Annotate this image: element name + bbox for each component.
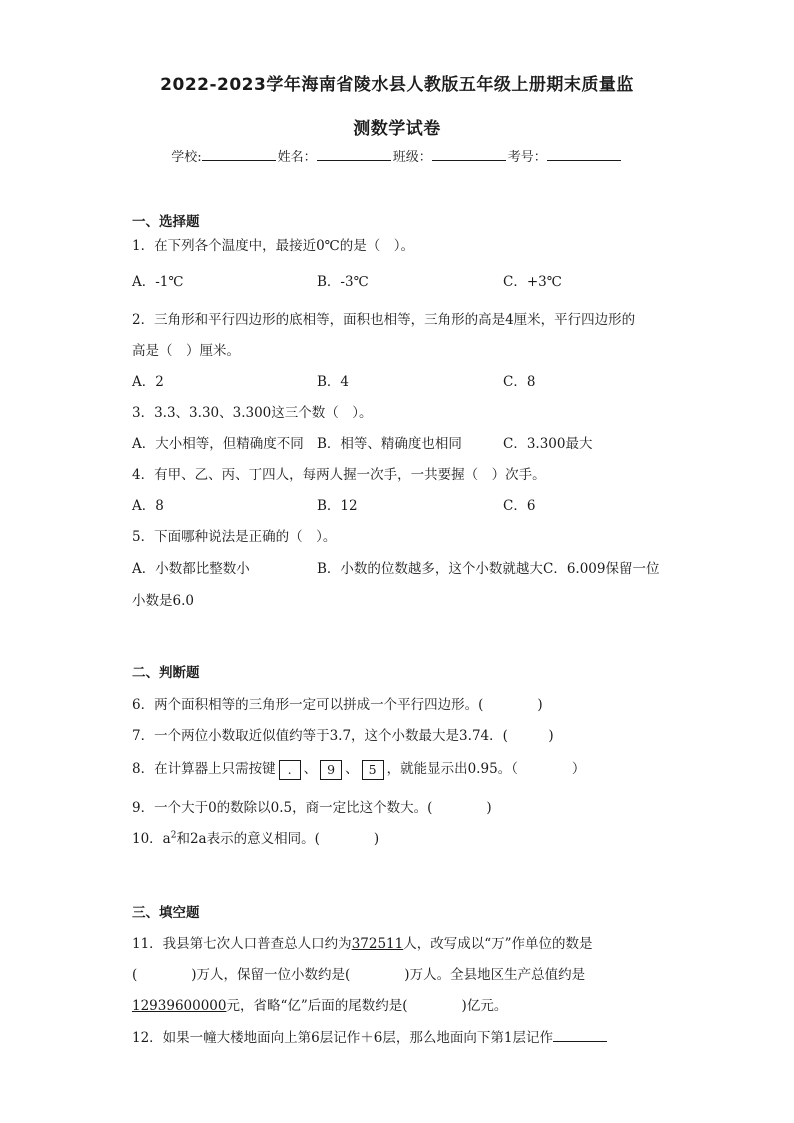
question-11-line1 xyxy=(132,932,593,952)
q12-text: 12．如果一幢大楼地面向上第6层记作＋6层，那么地面向下第1层记作 xyxy=(132,1030,553,1046)
page-title-line1: 2022-2023学年海南省陵水县人教版五年级上册期末质量监 xyxy=(160,75,634,95)
question-3: 3．3.3、3.30、3.300这三个数（ ）。 xyxy=(132,405,373,421)
id-label: 考号： xyxy=(507,150,547,165)
q1-option-b: B．-3℃ xyxy=(317,274,369,290)
question-9: 9．一个大于0的数除以0.5，商一定比这个数大。( ) xyxy=(132,800,492,816)
q11-population-number: 372511 xyxy=(351,936,404,952)
q3-option-b: B．相等、精确度也相同 xyxy=(317,436,462,452)
calculator-key-dot: . xyxy=(279,760,301,780)
school-blank xyxy=(202,148,276,161)
q10-exponent: 2 xyxy=(170,830,177,841)
question-2-line1: 2．三角形和平行四边形的底相等，面积也相等，三角形的高是4厘米，平行四边形的 xyxy=(132,312,636,328)
question-10 xyxy=(132,827,379,847)
section-fill-heading: 三、填空题 xyxy=(132,905,200,921)
q4-option-a: A．8 xyxy=(132,498,164,514)
name-blank xyxy=(317,148,391,161)
question-4: 4．有甲、乙、丙、丁四人，每两人握一次手，一共要握（ ）次手。 xyxy=(132,467,546,483)
q5-option-a: A．小数都比整数小 xyxy=(132,561,250,577)
q10-text-before: 10．a xyxy=(132,831,171,847)
name-label: 姓名： xyxy=(277,150,317,165)
question-11-line2: ( )万人，保留一位小数约是( )万人。全县地区生产总值约是 xyxy=(132,967,586,983)
question-12 xyxy=(132,1026,607,1046)
question-5: 5．下面哪种说法是正确的（ ）。 xyxy=(132,529,337,545)
section-judge-heading: 二、判断题 xyxy=(132,665,200,681)
section-choice-heading: 一、选择题 xyxy=(132,214,200,230)
calculator-key-9: 9 xyxy=(320,760,342,780)
q4-option-b: B．12 xyxy=(317,498,358,514)
q12-answer-blank xyxy=(553,1029,607,1042)
q8-separator-1: 、 xyxy=(303,761,318,777)
id-blank xyxy=(547,148,621,161)
q8-text-after: ，就能显示出0.95。（ ） xyxy=(386,761,586,777)
q2-option-b: B．4 xyxy=(317,374,350,390)
q2-option-c: C．8 xyxy=(503,374,536,390)
q8-separator-2: 、 xyxy=(345,761,359,777)
q10-text-after: 和2a表示的意义相同。( ) xyxy=(176,831,380,847)
student-info-row xyxy=(0,146,794,165)
q11-text-before: 11．我县第七次人口普查总人口约为 xyxy=(132,936,352,952)
q5-option-c-continued: 小数是6.0 xyxy=(132,593,194,609)
question-2-line2: 高是（ ）厘米。 xyxy=(132,343,240,359)
question-1: 1．在下列各个温度中，最接近0℃的是（ ）。 xyxy=(132,238,415,254)
q3-option-a: A．大小相等，但精确度不同 xyxy=(132,436,304,452)
q1-option-a: A．-1℃ xyxy=(132,274,184,290)
q1-option-c: C．+3℃ xyxy=(503,274,562,290)
q5-option-b: B．小数的位数越多，这个小数就越大 xyxy=(317,561,543,577)
q5-option-c: C．6.009保留一位 xyxy=(543,561,660,577)
q8-text-before: 8．在计算器上只需按键 xyxy=(132,761,276,777)
q2-option-a: A．2 xyxy=(132,374,164,390)
class-label: 班级： xyxy=(392,150,432,165)
q11-line3-text: 元，省略“亿”后面的尾数约是( )亿元。 xyxy=(226,998,508,1014)
q4-option-c: C．6 xyxy=(503,498,536,514)
q11-text-after: 人，改写成以“万”作单位的数是 xyxy=(403,936,593,952)
question-8 xyxy=(132,757,585,780)
q11-gdp-number: 12939600000 xyxy=(132,998,227,1014)
page-title-line2: 测数学试卷 xyxy=(353,119,441,139)
calculator-key-5: 5 xyxy=(362,760,384,780)
class-blank xyxy=(432,148,506,161)
q3-option-c: C．3.300最大 xyxy=(503,436,593,452)
question-7: 7．一个两位小数取近似值约等于3.7，这个小数最大是3.74．( ) xyxy=(132,728,554,744)
question-6: 6．两个面积相等的三角形一定可以拼成一个平行四边形。( ) xyxy=(132,697,543,713)
school-label: 学校: xyxy=(171,150,202,165)
question-11-line3 xyxy=(132,994,507,1014)
